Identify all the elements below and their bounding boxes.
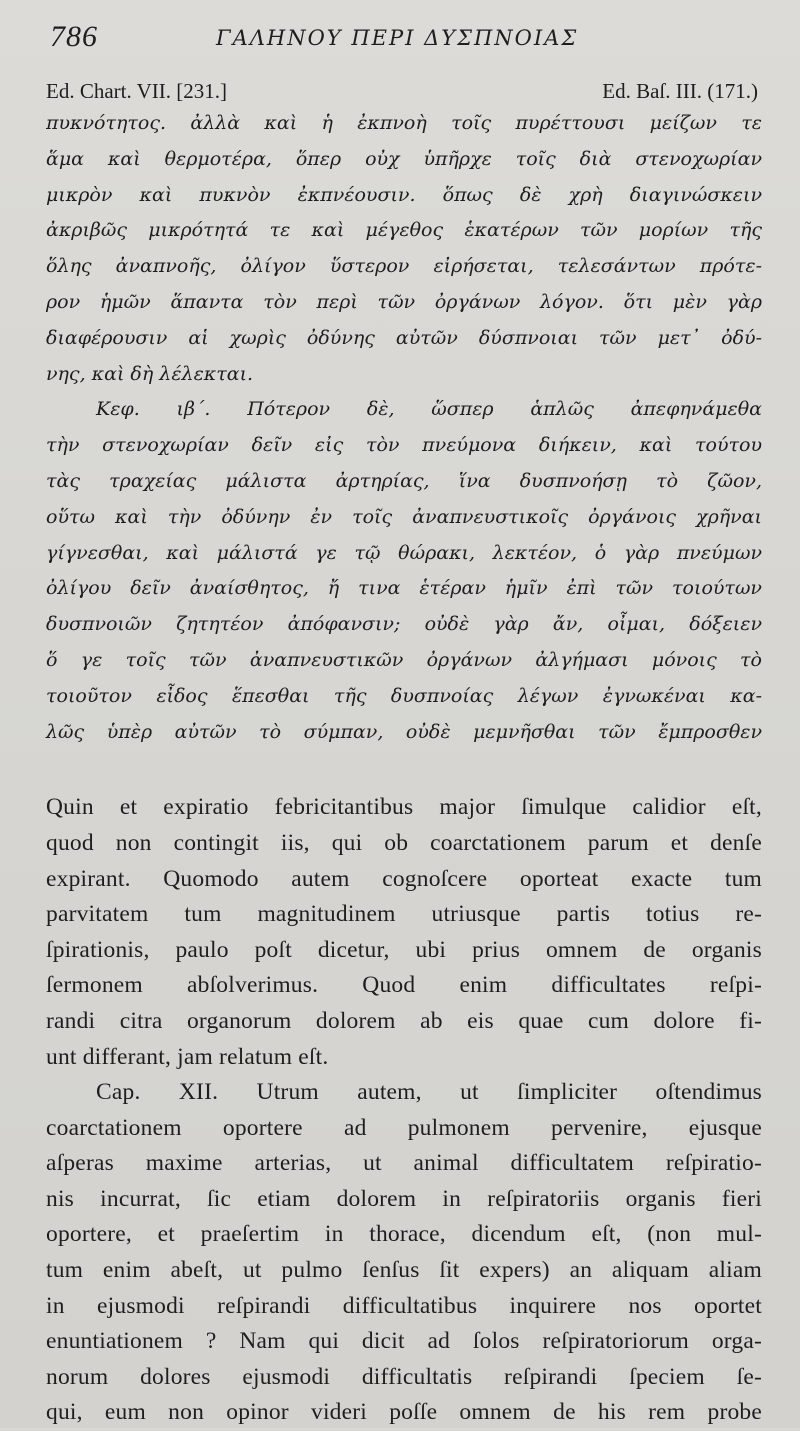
latin-line: in ejusmodi reſpirandi difficultatibus inquirere nos oportet bbox=[46, 1292, 762, 1319]
latin-line: nis incurrat, ſic etiam dolorem in reſpiratoriis organis fieri bbox=[46, 1185, 762, 1212]
latin-line: quod non contingit iis, qui ob coarctationem parum et denſe bbox=[46, 829, 762, 856]
greek-line: ἀκριβῶς μικρότητά τε καὶ μέγεθος ἑκατέρων τῶν μορίων τῆς bbox=[46, 219, 762, 242]
running-head bbox=[46, 18, 762, 54]
greek-line: λῶς ὑπὲρ αὐτῶν τὸ σύμπαν, οὐδὲ μεμνῆσθαι τῶν ἔμπροσθεν bbox=[46, 720, 762, 743]
greek-line: δυσπνοιῶν ζητητέον ἀπόφανσιν; οὐδὲ γὰρ ἄν, οἶμαι, δόξειεν bbox=[46, 613, 762, 636]
latin-line: parvitatem tum magnitudinem utriusque partis totius re- bbox=[46, 901, 762, 928]
latin-line: coarctationem oportere ad pulmonem pervenire, ejusque bbox=[46, 1114, 762, 1141]
greek-chapter-heading-line: Κεφ. ιβ΄. Πότερον δὲ, ὥσπερ ἁπλῶς ἀπεφηνάμεθα bbox=[96, 398, 762, 421]
latin-line: expirant. Quomodo autem cognoſcere oporteat exacte tum bbox=[46, 865, 762, 892]
latin-line: oportere, et praeſertim in thorace, dicendum eſt, (non mul- bbox=[46, 1221, 762, 1248]
latin-line: ſpirationis, paulo poſt dicetur, ubi prius omnem de organis bbox=[46, 936, 762, 963]
edition-references bbox=[46, 78, 762, 104]
greek-line: ὅλης ἀναπνοῆς, ὀλίγον ὕστερον εἰρήσεται, τελεσάντων πρότε- bbox=[46, 255, 762, 278]
greek-line: ὅ γε τοῖς τῶν ἀναπνευστικῶν ὀργάνων ἀλγήμασι μόνοις τὸ bbox=[46, 648, 762, 671]
latin-line: norum dolores ejusmodi difficultatis reſpirandi ſpeciem ſe- bbox=[46, 1363, 762, 1390]
greek-line: νης, καὶ δὴ λέλεκται. bbox=[46, 362, 254, 385]
latin-line: qui, eum non opinor videri poſſe omnem de his rem probe bbox=[46, 1399, 762, 1426]
running-title: ΓΑΛΗΝΟΥ ΠΕΡΙ ΔΥΣΠΝΟΙΑΣ bbox=[216, 26, 579, 50]
greek-line: γίγνεσθαι, καὶ μάλιστά γε τῷ θώρακι, λεκτέον, ὁ γὰρ πνεύμων bbox=[46, 541, 762, 564]
latin-line: enuntiationem ? Nam qui dicit ad ſolos reſpiratoriorum orga- bbox=[46, 1328, 762, 1355]
greek-text-block bbox=[46, 106, 762, 750]
greek-line: ρον ἡμῶν ἅπαντα τὸν περὶ τῶν ὀργάνων λόγον. ὅτι μὲν γὰρ bbox=[46, 290, 762, 313]
latin-chapter-heading-line: Cap. XII. Utrum autem, ut ſimpliciter oſtendimus bbox=[96, 1079, 762, 1106]
edition-chartier-ref: Ed. Chart. VII. [231.] bbox=[46, 79, 227, 103]
greek-line: οὕτω καὶ τὴν ὀδύνην ἐν τοῖς ἀναπνευστικοῖς ὀργάνοις χρῆναι bbox=[46, 505, 762, 528]
latin-line: tum enim abeſt, ut pulmo ſenſus ſit expers) an aliquam aliam bbox=[46, 1257, 762, 1284]
greek-line: τὴν στενοχωρίαν δεῖν εἰς τὸν πνεύμονα διήκειν, καὶ τούτου bbox=[46, 434, 762, 457]
latin-line: ſermonem abſolverimus. Quod enim difficultates reſpi- bbox=[46, 972, 762, 999]
greek-line: διαφέρουσιν αἱ χωρὶς ὀδύνης αὐτῶν δύσπνοιαι τῶν μετ᾽ ὀδύ- bbox=[46, 326, 762, 349]
latin-line: unt differant, jam relatum eſt. bbox=[46, 1043, 329, 1070]
greek-line: τοιοῦτον εἶδος ἕπεσθαι τῆς δυσπνοίας λέγων ἐγνωκέναι κα- bbox=[46, 684, 762, 707]
latin-text-block bbox=[46, 790, 762, 1431]
greek-line: ὀλίγου δεῖν ἀναίσθητος, ἤ τινα ἑτέραν ἡμῖν ἐπὶ τῶν τοιούτων bbox=[46, 577, 762, 600]
greek-line: πυκνότητος. ἀλλὰ καὶ ἡ ἐκπνοὴ τοῖς πυρέττουσι μείζων τε bbox=[46, 112, 762, 134]
greek-line: τὰς τραχείας μάλιστα ἀρτηρίας, ἵνα δυσπνοήσῃ τὸ ζῶον, bbox=[46, 469, 762, 492]
greek-line: μικρὸν καὶ πυκνὸν ἐκπνέουσιν. ὅπως δὲ χρὴ διαγινώσκειν bbox=[46, 183, 762, 206]
latin-line: Quin et expiratio febricitantibus major ſimulque calidior eſt, bbox=[46, 794, 762, 821]
page-number: 786 bbox=[50, 20, 98, 53]
latin-line: aſperas maxime arterias, ut animal difficultatem reſpiratio- bbox=[46, 1150, 762, 1177]
greek-line: ἅμα καὶ θερμοτέρα, ὅπερ οὐχ ὑπῆρχε τοῖς διὰ στενοχωρίαν bbox=[46, 147, 762, 170]
edition-basel-ref: Ed. Baſ. III. (171.) bbox=[602, 79, 758, 103]
latin-line: randi citra organorum dolorem ab eis quae cum dolore fi- bbox=[46, 1007, 762, 1034]
